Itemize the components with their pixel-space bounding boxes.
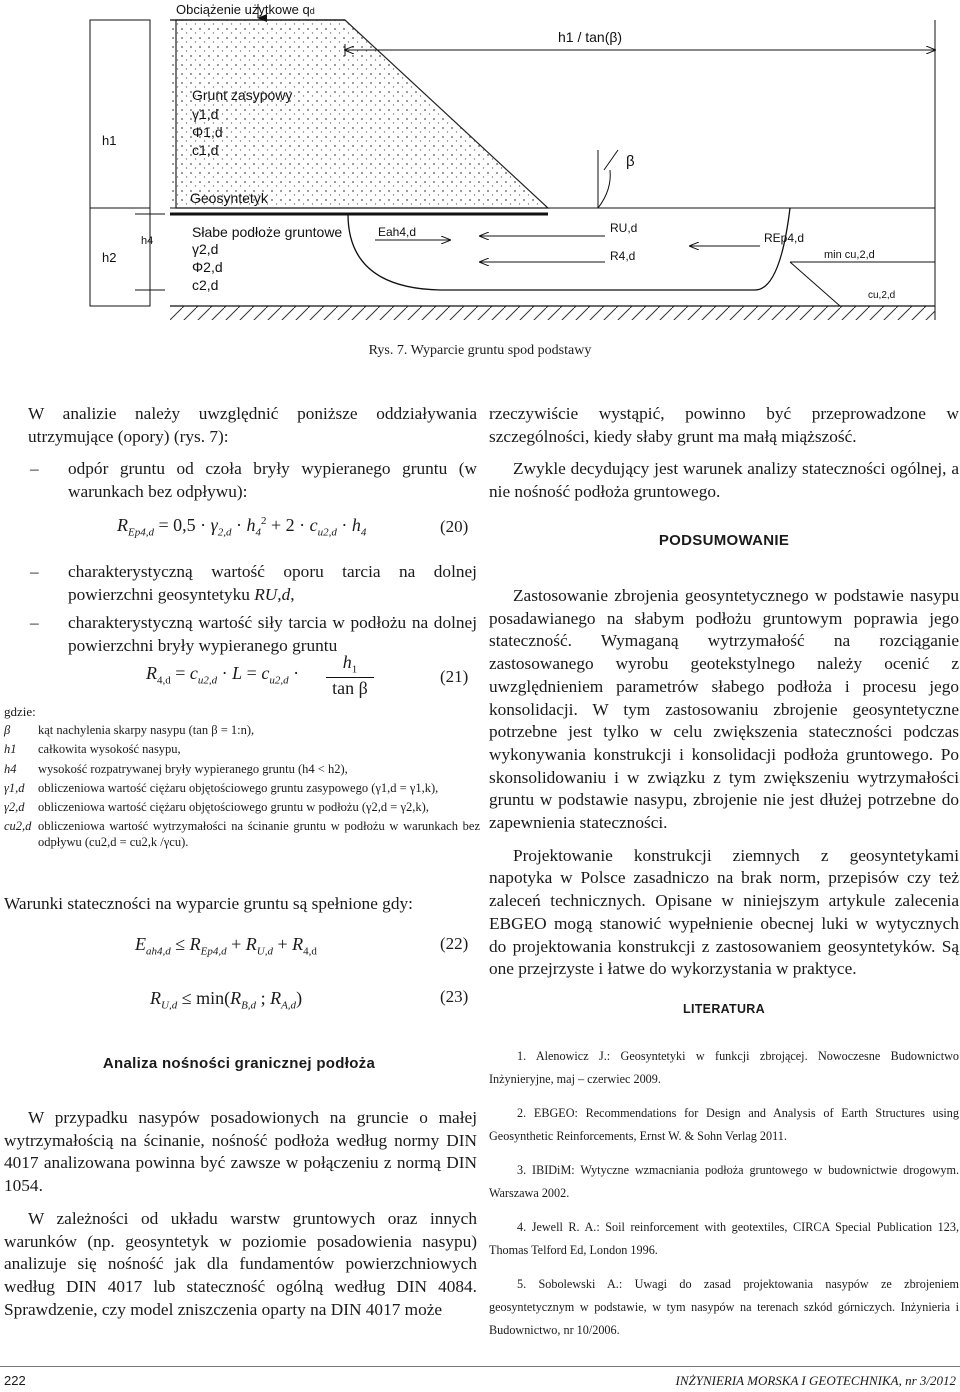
beta-angle-arc bbox=[598, 170, 610, 208]
list-item-1: – odpór gruntu od czoła bryły wypieranego gruntu (w warunkach bez odpływu): bbox=[28, 458, 477, 503]
label-h1: h1 bbox=[102, 133, 117, 148]
summary-text bbox=[489, 585, 959, 991]
label-soft-gamma: γ2,d bbox=[192, 241, 219, 257]
left-column-list bbox=[28, 561, 477, 664]
label-soft-c: c2,d bbox=[192, 277, 219, 293]
reference-item: 3. IBIDiM: Wytyczne wzmacniania podłoża gruntowego w budownictwie drogowym. Warszawa 2002. bbox=[489, 1163, 959, 1200]
label-fill-title: Grunt zasypowy bbox=[192, 87, 293, 103]
bearing-capacity-text bbox=[4, 1107, 477, 1331]
equation-22: $E_{ah4,d} \le R_{Ep4,d} + R_{U,d} + R_{4,d}$ bbox=[135, 934, 317, 958]
section-heading-bearing-capacity: Analiza nośności granicznej podłoża bbox=[102, 1055, 376, 1072]
label-h4: h4 bbox=[141, 235, 154, 247]
label-fill-c: c1,d bbox=[192, 142, 219, 158]
label-eah: Eah4,d bbox=[378, 225, 417, 239]
equation-21-fraction: $h_1$ tan β bbox=[326, 652, 374, 699]
label-ru: RU,d bbox=[610, 221, 638, 235]
height-dimension-box bbox=[90, 20, 150, 306]
paragraph: W przypadku nasypów posadowionych na gruncie o małej wytrzymałością na ścinanie, nośność podłoża według normy DIN 4017 analizowana powinna być zawsze w połączeniu z normą DIN 1054. bbox=[4, 1108, 477, 1196]
label-min-cu: min cu,2,d bbox=[824, 249, 875, 261]
journal-name: INŻYNIERIA MORSKA I GEOTECHNIKA, nr 3/2012 bbox=[675, 1373, 956, 1388]
paragraph: Projektowanie konstrukcji ziemnych z geosyntetykami napotyka w Polsce zasadniczo na brak norm, przepisów czy też zaleceń technicznych. Opisane w niniejszym artykule zalecenia EBGEO mogą stanowić wypełnienie obecnej luki w wytycznych do projektowania konstrukcji z zastosowaniem geosyntetyków. Są one przejrzyste i łatwe do wykorzystania w praktyce. bbox=[489, 845, 959, 979]
label-geosynthetic: Geosyntetyk bbox=[190, 190, 268, 206]
bedrock-hatch bbox=[170, 306, 935, 320]
symbol-definitions bbox=[4, 723, 480, 850]
equation-20: $R_{Ep4,d} = 0,5 \cdot \gamma_{2,d} \cdot h_4^2 + 2 \cdot c_{u2,d} \cdot h_4$ bbox=[117, 515, 367, 539]
paragraph: rzeczywiście wystąpić, powinno być przeprowadzone w szczególności, kiedy słaby grunt ma małą miąższość. bbox=[489, 404, 959, 446]
label-fill-phi: Φ1,d bbox=[192, 124, 223, 140]
label-load: Obciążenie użytkowe qd bbox=[176, 2, 315, 17]
definition-row: h4 wysokość rozpatrywanej bryły wypieranego gruntu (h4 < h2), bbox=[4, 761, 348, 776]
reference-item: 5. Sobolewski A.: Uwagi do zasad projektowania nasypów ze zbrojeniem geosyntetycznym w podstawie, w tym nasypów na terenach szkód górniczych. Inżynieria i Budownictwo, nr 10/2006. bbox=[489, 1277, 959, 1337]
figure-caption: Rys. 7. Wyparcie gruntu spod podstawy bbox=[368, 343, 592, 358]
equation-21: $R_{4,d} = c_{u2,d} \cdot L = c_{u2,d}$ · bbox=[146, 663, 300, 687]
reference-list bbox=[489, 1045, 959, 1353]
label-rep: REp4,d bbox=[764, 231, 805, 245]
reference-item: 1. Alenowicz J.: Geosyntetyki w funkcji zbrojącej. Nowoczesne Budownictwo Inżynieryjne, maj – czerwiec 2009. bbox=[489, 1049, 959, 1086]
label-slope-ratio: h1 / tan(β) bbox=[558, 29, 623, 45]
label-soft-phi: Φ2,d bbox=[192, 259, 223, 275]
section-heading-summary: PODSUMOWANIE bbox=[658, 532, 790, 549]
equation-22-number: (22) bbox=[440, 934, 469, 953]
paragraph: Zastosowanie zbrojenia geosyntetycznego w podstawie nasypu posadawianego na słabym podłożu gruntowym poprawia jego stateczność. Wymaganą wytrzymałość na rozciąganie zastosowanego wyrobu geotekstylnego należy ocenić z uwzględnieniem parametrów słabego podłoża i procesu jego konsolidacji. W tym zastosowaniu zbrojenie geosyntetyczne potrzebne jest tylko w celu zwiększenia stateczności podczas wykonywania konstrukcji i konsolidacji podłoża gruntowego. Po skonsolidowaniu i w związku z tym zwiększeniu wytrzymałości gruntu w podstawie nasypu, zbrojenie nie jest dłużej potrzebne do zapewnienia stateczności. bbox=[489, 586, 959, 833]
cu-profile bbox=[790, 262, 840, 306]
equation-23: $R_{U,d} \le \min(R_{B,d}$ ; $R_{A,d}$) bbox=[150, 988, 303, 1012]
label-r4: R4,d bbox=[610, 249, 636, 263]
section-heading-literature: LITERATURA bbox=[683, 1002, 765, 1016]
right-column-top bbox=[489, 403, 959, 514]
equation-21-number: (21) bbox=[440, 667, 469, 686]
label-fill-gamma: γ1,d bbox=[192, 106, 219, 122]
label-cu: cu,2,d bbox=[868, 290, 896, 301]
list-item-2: – charakterystyczną wartość oporu tarcia na dolnej powierzchni geosyntetyku RU,d, bbox=[28, 561, 477, 606]
page-footer bbox=[0, 1366, 960, 1392]
paragraph: Zwykle decydujący jest warunek analizy stateczności ogólnej, a nie nośność podłoża gruntowego. bbox=[489, 459, 959, 502]
paragraph: W zależności od układu warstw gruntowych oraz innych warunków (np. geosyntetyk w poziomie posadowienia nasypu) analizuje się nośność jak dla fundamentów powierzchniowych według DIN 4017 lub stateczność ogólną według DIN 4084. Sprawdzenie, czy model zniszczenia oparty na DIN 4017 może bbox=[4, 1208, 477, 1319]
label-h2: h2 bbox=[102, 250, 117, 265]
reference-item: 4. Jewell R. A.: Soil reinforcement with geotextiles, CIRCA Special Publication 123, Thomas Telford Ed, London 1996. bbox=[489, 1220, 959, 1257]
label-soft-title: Słabe podłoże gruntowe bbox=[192, 224, 343, 240]
left-column-top bbox=[28, 403, 477, 510]
definition-row: h1 całkowita wysokość nasypu, bbox=[4, 742, 181, 757]
conditions-text: Warunki stateczności na wyparcie gruntu są spełnione gdy: bbox=[4, 894, 413, 913]
figure-7 bbox=[0, 0, 960, 340]
intro-paragraph: W analizie należy uwzględnić poniższe oddziaływania utrzymujące (opory) (rys. 7): bbox=[28, 404, 477, 446]
slip-circle bbox=[348, 208, 790, 290]
list-item-3: – charakterystyczną wartość siły tarcia w podłożu na dolnej powierzchni bryły wypieranego gruntu bbox=[28, 612, 477, 657]
label-beta: β bbox=[626, 153, 635, 170]
definition-row: γ2,d obliczeniowa wartość ciężaru objętościowego gruntu w podłożu (γ2,d = γ2,k), bbox=[4, 800, 429, 815]
definition-row: γ1,d obliczeniowa wartość ciężaru objętościowego gruntu zasypowego (γ1,d = γ1,k), bbox=[4, 780, 439, 795]
definition-row: cu2,d obliczeniowa wartość wytrzymałości na ścinanie gruntu w podłożu w warunkach bez odpływu (cu2,d = cu2,k /γcu). bbox=[4, 819, 480, 849]
where-label: gdzie: bbox=[4, 704, 36, 719]
page-number: 222 bbox=[4, 1373, 26, 1388]
equation-23-number: (23) bbox=[440, 987, 469, 1006]
reference-item: 2. EBGEO: Recommendations for Design and Analysis of Earth Structures using Geosynthetic Reinforcements, Ernst W. & Sohn Verlag 2011. bbox=[489, 1106, 959, 1143]
embankment-fill bbox=[170, 20, 548, 208]
equation-20-number: (20) bbox=[440, 517, 469, 536]
definition-row: β kąt nachylenia skarpy nasypu (tan β = 1:n), bbox=[4, 723, 255, 737]
